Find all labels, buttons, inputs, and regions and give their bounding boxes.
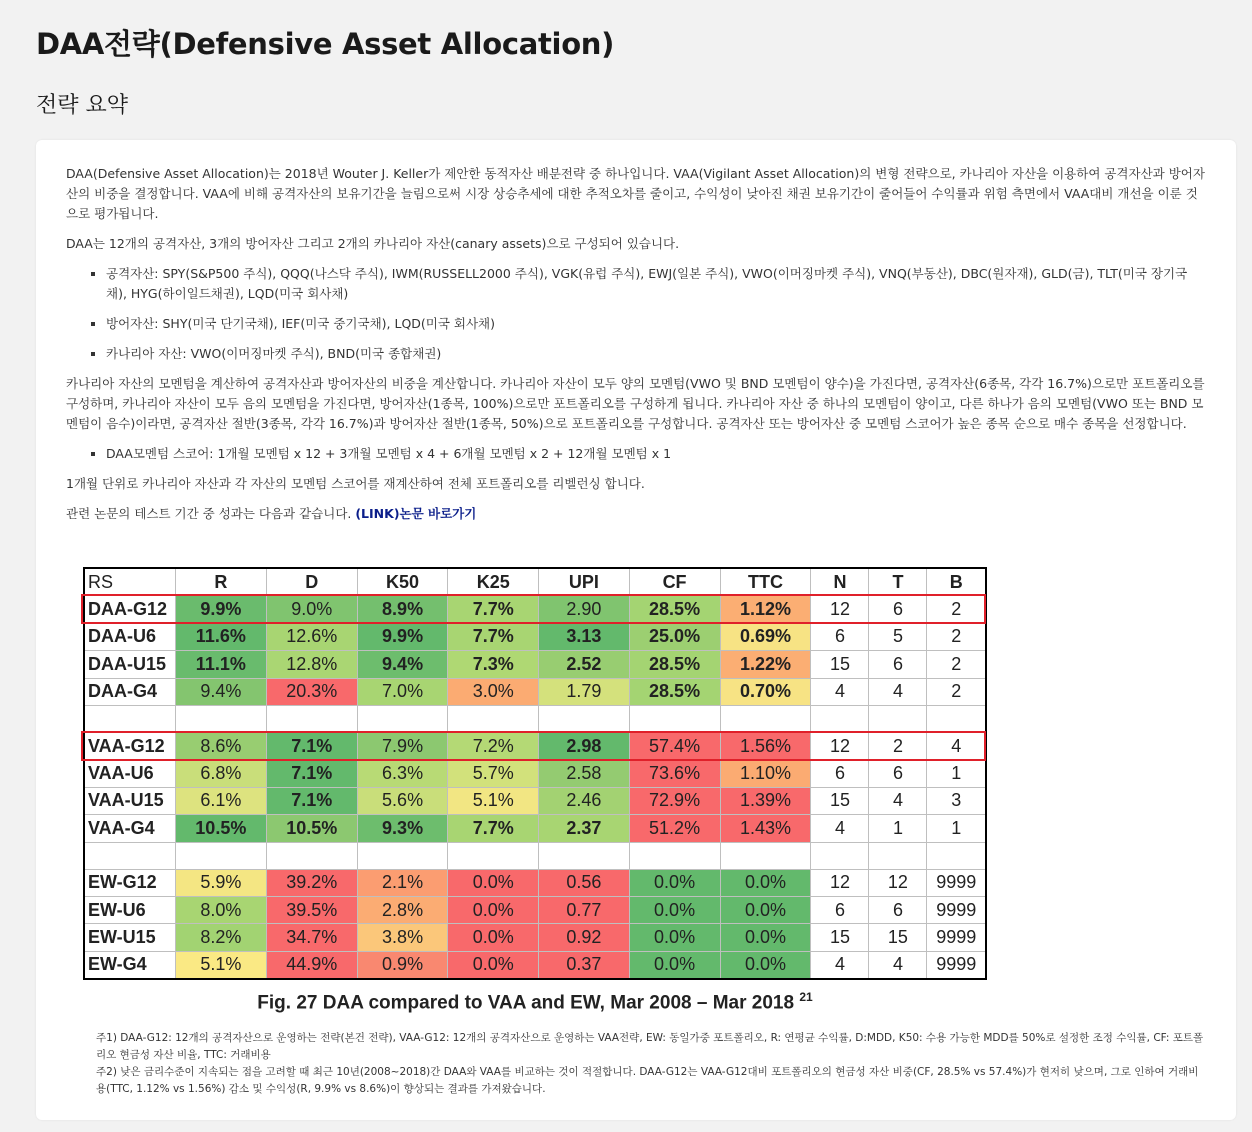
composition-paragraph: DAA는 12개의 공격자산, 3개의 방어자산 그리고 2개의 카나리아 자산(canary assets)으로 구성되어 있습니다. <box>66 236 680 251</box>
table-cell: 2 <box>927 651 986 678</box>
table-row <box>84 951 986 979</box>
table-cell: 2.52 <box>539 651 630 678</box>
table-row <box>84 896 986 923</box>
table-row <box>84 787 986 814</box>
table-cell: 9.3% <box>357 815 448 842</box>
table-cell: 2.98 <box>539 732 630 759</box>
column-header: N <box>811 568 869 596</box>
table-cell: 39.5% <box>266 896 357 923</box>
highlight-daa-g12 <box>81 594 986 624</box>
row-label: VAA-U6 <box>84 760 175 787</box>
table-cell: 5.7% <box>448 760 539 787</box>
table-row <box>84 678 986 705</box>
row-label: DAA-G4 <box>84 678 175 705</box>
table-cell: 51.2% <box>629 815 720 842</box>
spacer-cell <box>927 705 986 732</box>
table-cell: 7.7% <box>448 596 539 623</box>
spacer-cell <box>84 705 175 732</box>
table-cell: 12.6% <box>266 623 357 650</box>
figure-caption <box>83 990 987 1014</box>
table-cell: 28.5% <box>629 651 720 678</box>
table-cell: 72.9% <box>629 787 720 814</box>
table-cell: 57.4% <box>629 732 720 759</box>
table-cell: 8.0% <box>175 896 266 923</box>
table-cell: 7.2% <box>448 732 539 759</box>
table-cell: 2 <box>927 678 986 705</box>
spacer-cell <box>869 842 927 869</box>
table-cell: 1.43% <box>720 815 811 842</box>
table-cell: 1.39% <box>720 787 811 814</box>
rebalance-paragraph: 1개월 단위로 카나리아 자산과 각 자산의 모멘텀 스코어를 재계산하여 전체 포트폴리오를 리벨런싱 합니다. <box>66 476 645 491</box>
table-cell: 12 <box>869 869 927 896</box>
performance-paragraph <box>66 504 1206 524</box>
spacer-cell <box>448 705 539 732</box>
spacer-cell <box>357 705 448 732</box>
table-cell: 15 <box>811 651 869 678</box>
table-cell: 4 <box>811 815 869 842</box>
row-label: EW-U15 <box>84 924 175 951</box>
summary-text <box>66 164 1206 534</box>
table-cell: 1.79 <box>539 678 630 705</box>
spacer-cell <box>175 705 266 732</box>
list-item: ▪ 방어자산: SHY(미국 단기국채), IEF(미국 중기국채), LQD(미국 회사채) <box>106 314 1206 334</box>
table-cell: 5.6% <box>357 787 448 814</box>
column-header: B <box>927 568 986 596</box>
table-cell: 10.5% <box>175 815 266 842</box>
asset-list <box>66 264 1206 364</box>
table-cell: 25.0% <box>629 623 720 650</box>
highlight-vaa-g12 <box>81 731 986 761</box>
caption-text: Fig. 27 DAA compared to VAA and EW, Mar 2008 – Mar 2018 <box>257 992 795 1014</box>
table-cell: 9999 <box>927 924 986 951</box>
footnote-2: 주2) 낮은 금리수준이 지속되는 점을 고려할 때 최근 10년(2008~2018)간 DAA와 VAA를 비교하는 것이 적절합니다. DAA-G12는 VAA-G12대비 포트폴리오의 현금성 자산 비중(CF, 28.5% vs 57.4%)가 현저히 낮으며, 그로 인하여 거래비용(TTC, 1.12% vs 1.56%) 감소 및 수익성(R, 9.9% vs 8.6%)이 향상되는 결과를 가져왔습니다. <box>96 1066 1199 1095</box>
table-cell: 39.2% <box>266 869 357 896</box>
column-header: UPI <box>539 568 630 596</box>
list-item: ▪ 카나리아 자산: VWO(이머징마켓 주식), BND(미국 종합채권) <box>106 344 1206 364</box>
table-cell: 0.0% <box>629 896 720 923</box>
table-cell: 6.3% <box>357 760 448 787</box>
spacer-cell <box>720 705 811 732</box>
table-cell: 9.9% <box>175 596 266 623</box>
table-cell: 8.9% <box>357 596 448 623</box>
row-label: EW-G4 <box>84 951 175 979</box>
table-cell: 0.37 <box>539 951 630 979</box>
table-cell: 15 <box>811 924 869 951</box>
table-cell: 2.37 <box>539 815 630 842</box>
table-cell: 2.8% <box>357 896 448 923</box>
list-item: ▪ DAA모멘텀 스코어: 1개월 모멘텀 x 12 + 3개월 모멘텀 x 4 + 6개월 모멘텀 x 2 + 12개월 모멘텀 x 1 <box>106 444 1206 464</box>
table-cell: 0.0% <box>448 896 539 923</box>
spacer-cell <box>175 842 266 869</box>
table-cell: 4 <box>927 732 986 759</box>
table-cell: 9.4% <box>175 678 266 705</box>
spacer-row <box>84 842 986 869</box>
rule-paragraph: 카나리아 자산의 모멘텀을 계산하여 공격자산과 방어자산의 비중을 계산합니다. 카나리아 자산이 모두 양의 모멘텀(VWO 및 BND 모멘텀이 양수)을 가진다면, 공격자산(6종목, 각각 16.7%)으로만 포트폴리오를 구성하며, 카나리아 자산이 모두 음의 모멘텀을 가진다면, 방어자산(1종목, 100%)으로만 포트폴리오를 구성하게 됩니다. 카나리아 자산 중 하나의 모멘텀이 양이고, 다른 하나가 음의 모멘텀(VWO 또는 BND 모멘텀이 음수)이라면, 공격자산 절반(3종목, 각각 16.7%)과 방어자산 절반(1종목, 50%)으로 포트폴리오를 구성합니다. 공격자산 또는 방어자산 중 모멘텀 스코어가 높은 종목 순으로 매수 종목을 선정합니다. <box>66 376 1205 431</box>
table-cell: 9.0% <box>266 596 357 623</box>
table-cell: 7.1% <box>266 787 357 814</box>
table-cell: 1 <box>927 760 986 787</box>
column-header: T <box>869 568 927 596</box>
table-row <box>84 869 986 896</box>
table-cell: 12 <box>811 596 869 623</box>
table-cell: 4 <box>869 678 927 705</box>
table-cell: 7.0% <box>357 678 448 705</box>
column-header: CF <box>629 568 720 596</box>
column-header: R <box>175 568 266 596</box>
table-row <box>84 623 986 650</box>
table-cell: 3.0% <box>448 678 539 705</box>
spacer-cell <box>927 842 986 869</box>
row-label: VAA-U15 <box>84 787 175 814</box>
table-cell: 1.22% <box>720 651 811 678</box>
spacer-cell <box>720 842 811 869</box>
table-cell: 7.7% <box>448 815 539 842</box>
table-cell: 20.3% <box>266 678 357 705</box>
table-cell: 0.56 <box>539 869 630 896</box>
spacer-cell <box>539 842 630 869</box>
table-cell: 9999 <box>927 869 986 896</box>
spacer-cell <box>539 705 630 732</box>
table-cell: 0.9% <box>357 951 448 979</box>
table-cell: 0.0% <box>720 951 811 979</box>
table-cell: 6.1% <box>175 787 266 814</box>
table-cell: 0.0% <box>720 924 811 951</box>
table-cell: 8.2% <box>175 924 266 951</box>
table-cell: 28.5% <box>629 678 720 705</box>
page-title: DAA전략(Defensive Asset Allocation) <box>36 27 615 61</box>
table-cell: 11.6% <box>175 623 266 650</box>
table-cell: 0.0% <box>448 951 539 979</box>
table-cell: 15 <box>811 787 869 814</box>
table-cell: 0.0% <box>629 951 720 979</box>
performance-text: 관련 논문의 테스트 기간 중 성과는 다음과 같습니다. <box>66 506 356 521</box>
row-label: DAA-G12 <box>84 596 175 623</box>
intro-paragraph: DAA(Defensive Asset Allocation)는 2018년 Wouter J. Keller가 제안한 동적자산 배분전략 중 하나입니다. VAA(Vigilant Asset Allocation)의 변형 전략으로, 카나리아 자산을 이용하여 공격자산과 방어자산의 비중을 결정합니다. VAA에 비해 공격자산의 보유기간을 늘림으로써 시장 상승추세에 대한 추적오차를 줄이고, 수익성이 낮아진 채권 보유기간이 줄어들어 수익률과 위험 측면에서 VAA대비 개선을 이룬 것으로 평가됩니다. <box>66 166 1205 221</box>
table-cell: 0.0% <box>448 869 539 896</box>
caption-footnote: 21 <box>799 990 813 1004</box>
table-cell: 0.0% <box>448 924 539 951</box>
table-cell: 6 <box>869 651 927 678</box>
table-cell: 2 <box>927 596 986 623</box>
spacer-row <box>84 705 986 732</box>
spacer-cell <box>357 842 448 869</box>
table-row <box>84 924 986 951</box>
table-cell: 44.9% <box>266 951 357 979</box>
table-row <box>84 815 986 842</box>
table-cell: 6 <box>869 596 927 623</box>
table-cell: 1.56% <box>720 732 811 759</box>
row-label: VAA-G12 <box>84 732 175 759</box>
table-cell: 2.1% <box>357 869 448 896</box>
table-row <box>84 760 986 787</box>
table-cell: 28.5% <box>629 596 720 623</box>
table-cell: 4 <box>869 951 927 979</box>
table-cell: 7.9% <box>357 732 448 759</box>
footnotes <box>96 1030 1206 1098</box>
table-cell: 34.7% <box>266 924 357 951</box>
table-cell: 0.0% <box>720 896 811 923</box>
table-cell: 6 <box>869 896 927 923</box>
content-card <box>36 140 1236 1120</box>
table-cell: 5.1% <box>448 787 539 814</box>
column-header: TTC <box>720 568 811 596</box>
table-cell: 12 <box>811 869 869 896</box>
table-cell: 1.10% <box>720 760 811 787</box>
table-cell: 0.70% <box>720 678 811 705</box>
table-cell: 6 <box>811 760 869 787</box>
table-cell: 9999 <box>927 896 986 923</box>
table-cell: 0.0% <box>629 924 720 951</box>
table-cell: 10.5% <box>266 815 357 842</box>
section-title: 전략 요약 <box>36 93 129 118</box>
table-cell: 1 <box>869 815 927 842</box>
table-cell: 7.1% <box>266 732 357 759</box>
table-cell: 5 <box>869 623 927 650</box>
spacer-cell <box>629 842 720 869</box>
list-item: ▪ 공격자산: SPY(S&P500 주식), QQQ(나스닥 주식), IWM(RUSSELL2000 주식), VGK(유럽 주식), EWJ(일본 주식), VWO(이머징마켓 주식), VNQ(부동산), DBC(원자재), GLD(금), TLT(미국 장기국채), HYG(하이일드채권), LQD(미국 회사채) <box>106 264 1206 304</box>
table-cell: 11.1% <box>175 651 266 678</box>
table-cell: 4 <box>811 951 869 979</box>
spacer-cell <box>811 705 869 732</box>
spacer-cell <box>266 842 357 869</box>
table-cell: 0.92 <box>539 924 630 951</box>
spacer-cell <box>448 842 539 869</box>
momentum-list <box>66 444 1206 464</box>
table-cell: 6 <box>811 896 869 923</box>
table-cell: 2 <box>927 623 986 650</box>
table-cell: 2 <box>869 732 927 759</box>
table-cell: 6.8% <box>175 760 266 787</box>
table-cell: 0.0% <box>629 869 720 896</box>
column-header: K25 <box>448 568 539 596</box>
table-cell: 2.58 <box>539 760 630 787</box>
paper-link[interactable]: (LINK)논문 바로가기 <box>355 506 477 521</box>
row-label: EW-G12 <box>84 869 175 896</box>
table-cell: 3.13 <box>539 623 630 650</box>
table-cell: 0.69% <box>720 623 811 650</box>
column-header: RS <box>84 568 175 596</box>
table-cell: 0.77 <box>539 896 630 923</box>
row-label: VAA-G4 <box>84 815 175 842</box>
table-cell: 73.6% <box>629 760 720 787</box>
table-cell: 3 <box>927 787 986 814</box>
table-cell: 1.12% <box>720 596 811 623</box>
row-label: EW-U6 <box>84 896 175 923</box>
table-cell: 12 <box>811 732 869 759</box>
table-cell: 4 <box>869 787 927 814</box>
table-cell: 8.6% <box>175 732 266 759</box>
table-cell: 9999 <box>927 951 986 979</box>
table-cell: 12.8% <box>266 651 357 678</box>
row-label: DAA-U15 <box>84 651 175 678</box>
table-cell: 0.0% <box>720 869 811 896</box>
table-cell: 5.1% <box>175 951 266 979</box>
table-cell: 7.3% <box>448 651 539 678</box>
table-cell: 4 <box>811 678 869 705</box>
table-cell: 9.4% <box>357 651 448 678</box>
table-cell: 3.8% <box>357 924 448 951</box>
table-cell: 15 <box>869 924 927 951</box>
table-cell: 6 <box>869 760 927 787</box>
table-cell: 9.9% <box>357 623 448 650</box>
table-cell: 1 <box>927 815 986 842</box>
column-header: K50 <box>357 568 448 596</box>
table-header-row <box>84 568 986 596</box>
table-cell: 6 <box>811 623 869 650</box>
table-cell: 7.1% <box>266 760 357 787</box>
table-cell: 2.90 <box>539 596 630 623</box>
table-row <box>84 651 986 678</box>
column-header: D <box>266 568 357 596</box>
spacer-cell <box>869 705 927 732</box>
spacer-cell <box>266 705 357 732</box>
row-label: DAA-U6 <box>84 623 175 650</box>
performance-figure <box>83 567 987 1014</box>
table-cell: 5.9% <box>175 869 266 896</box>
footnote-1: 주1) DAA-G12: 12개의 공격자산으로 운영하는 전략(본건 전략), VAA-G12: 12개의 공격자산으로 운영하는 VAA전략, EW: 동일가중 포트폴리오, R: 연평균 수익률, D:MDD, K50: 수용 가능한 MDD를 50%로 설정한 조정 수익률, CF: 포트폴리오 현금성 자산 비율, TTC: 거래비용 <box>96 1032 1204 1061</box>
spacer-cell <box>811 842 869 869</box>
performance-table <box>83 567 987 980</box>
spacer-cell <box>84 842 175 869</box>
table-cell: 2.46 <box>539 787 630 814</box>
table-cell: 7.7% <box>448 623 539 650</box>
spacer-cell <box>629 705 720 732</box>
